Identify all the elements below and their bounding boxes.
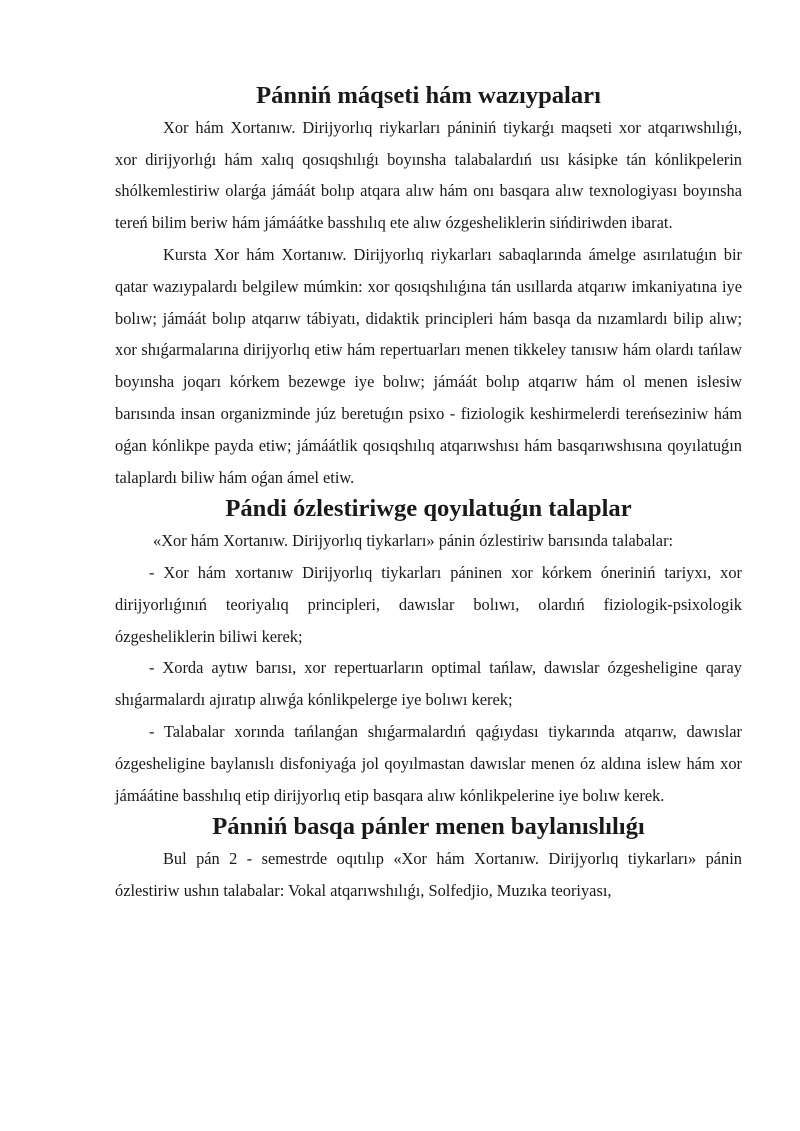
list-item-requirement-3: - Talabalar xorında tańlanǵan shıǵarmalardıń qaǵıydası tiykarında atqarıw, dawıslar ózgesheligine baylanıslı disfoniyaǵa jol qoyılmastan dawıslar menen óz aldına islew hám xor jámáátine basshılıq etip dirijyorlıq etip basqara alıw kónlikpelerine iye bolıw kerek. (115, 721, 742, 805)
section-heading-goals: Pánniń máqseti hám wazıypaları (256, 82, 601, 109)
paragraph-goal: Xor hám Xortanıw. Dirijyorlıq riykarları pániniń tiykarǵı maqseti xor atqarıwshılıǵı, xor dirijyorlıǵı hám xalıq qosıqshılıǵı boyınsha talabalardıń usı kásipke tán kónlikpelerin shólkemlestiriw olarǵa jámáát bolıp atqara alıw hám onı basqara alıw texnologiyası boyınsha tereń bilim beriw hám jámáátke basshılıq ete alıw ózgesheliklerin sińdiriwden ibarat. (115, 117, 742, 233)
paragraph-requirements-intro: «Xor hám Xortanıw. Dirijyorlıq tiykarları» pánin ózlestiriw barısında talabalar: (153, 531, 674, 551)
section-heading-relations: Pánniń basqa pánler menen baylanıslılıǵı (212, 813, 645, 841)
list-item-requirement-1: - Xor hám xortanıw Dirijyorlıq tiykarları páninen xor kórkem óneriniń tariyxı, xor dirijyorlıǵınıń teoriyalıq principleri, dawıslar bolıwı, olardıń fiziologik-psixologik ózgesheliklerin biliwi kerek; (115, 562, 742, 646)
paragraph-tasks: Kursta Xor hám Xortanıw. Dirijyorlıq riykarları sabaqlarında ámelge asırılatuǵın bir qatar wazıypalardı belgilew múmkin: xor qosıqshılıǵına tán usıllarda atqarıw imkaniyatına iye bolıw; jámáát bolıp atqarıw tábiyatı, didaktik principleri hám basqa da nızamlardı bilip alıw; xor shıǵarmalarına dirijyorlıq etiw hám repertuarları menen tikkeley tanısıw hám olardı tańlaw boyınsha joqarı kórkem bezewge iye bolıw; jámáát bolıp atqarıw hám ol menen islesiw barısında insan organizminde júz beretuǵın psixo - fiziologik keshirmelerdi tereńseziniw hám oǵan kónlikpe payda etiw; jámáátlik qosıqshılıq atqarıwshısı hám basqarıwshısına qoyılatuǵın talaplardı biliw hám oǵan ámel etiw. (115, 244, 742, 487)
list-item-requirement-2: - Xorda aytıw barısı, xor repertuarların optimal tańlaw, dawıslar ózgesheligine qaray shıǵarmalardı ajıratıp alıwǵa kónlikpelerge iye bolıwı kerek; (115, 658, 742, 710)
section-heading-requirements: Pándi ózlestiriwge qoyılatuǵın talaplar (225, 495, 632, 523)
paragraph-relations: Bul pán 2 - semestrde oqıtılıp «Xor hám Xortanıw. Dirijyorlıq tiykarları» pánin ózlestiriw ushın talabalar: Vokal atqarıwshılıǵı, Solfedjio, Muzıka teoriyası, (115, 849, 742, 900)
